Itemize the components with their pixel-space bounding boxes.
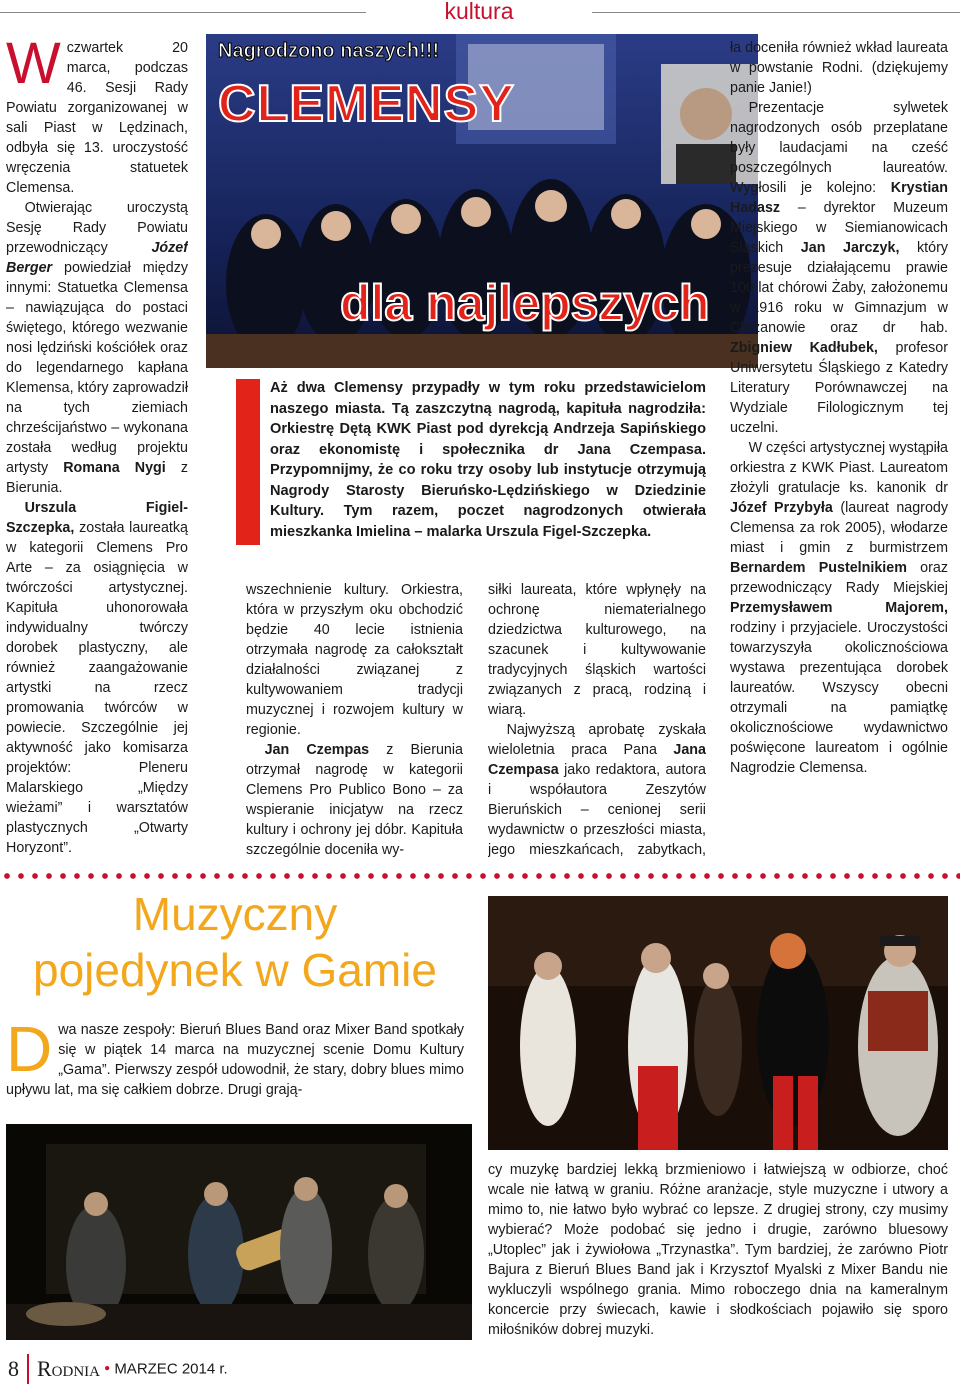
- col4-paragraph-1: ła doceniła również wkład laureata w powstanie Rodni. (dziękujemy panie Janie!): [730, 40, 948, 96]
- dropcap-d: D: [6, 1020, 53, 1085]
- article1-column-3: [488, 580, 706, 862]
- col1-paragraph-3: została laureatką w kategorii Clemens Pro Arte – za osiągnięcia w twórczości artystycznej. Kapituła uhonorowała indywidualny twórczy dorobek plastyczny, ale również zaangażowanie artystki na rzecz promowania twórców w powiecie. Szczególnie jej aktywność jako komisarza projektów: Pleneru Malarskiego „Między wieżami” i warsztatów plastycznych „Otwarty Horyzont”.: [6, 520, 188, 856]
- col1-paragraph-2c: z Bierunia.: [6, 460, 188, 496]
- col1-paragraph-2b: powiedział między innymi: Statuetka Clemensa – nawiązująca do postaci świętego, którego wezwanie nosi lędziński kościółek oraz do legendarnego kapłana Klemensa, który zaprowadził na tych ziemiach chrześcijaństwo – wykonana została według projektu artysty: [6, 260, 188, 476]
- section-label: kultura: [444, 0, 514, 24]
- header-rule-right: [592, 12, 960, 13]
- col3-paragraph-1: siłki laureata, które wpłynęły na ochronę niematerialnego dziedzictwa kulturowego, na szacunek i kultywowanie tradycyjnych śląskich wartości związanych z pracą, rodziną i wiarą.: [488, 582, 706, 718]
- title-clemensy: CLEMENSY: [218, 75, 515, 133]
- article2-body: [488, 1160, 948, 1344]
- dropcap-w: W: [6, 38, 61, 96]
- header-rule-left: [0, 12, 366, 13]
- name-zbigniew-kadlubek: Zbigniew Kadłubek,: [730, 340, 878, 356]
- article2-body-text: cy muzykę bardziej lekką brzmieniowo i łatwiejszą w odbiorze, choć wcale nie łatwą w graniu. Różne aranżacje, style muzyczne i utwory a mimo to, nie łatwo było wybrać co lepsze. Z drugiej strony, czy musimy wybierać? Może podobać się jedno i drugie, zarówno bluesowy „Utoplec” jak i żywiołowa „Trzynastka”. Tym bardziej, że zarówno Piotr Bajura z Bieruń Blues Band jak i Krzysztof Myalski z Mixer Bandu nie wykluczyli wspólnego grania. Mimo roboczego dnia na kameralnym koncercie przy świecach, kawie i słodkościach pojawiło się sporo miłośników dobrej muzyki.: [488, 1162, 948, 1338]
- article1-column-4: [730, 38, 948, 862]
- name-roman-nyga: Romana Nygi: [63, 460, 166, 476]
- col4-paragraph-3a: W części artystycznej wystąpiła orkiestra z KWK Piast. Laureatom złożyli gratulacje ks. kanonik dr: [730, 440, 948, 496]
- article1-column-1: [6, 38, 188, 860]
- name-jan-jarczyk: Jan Jarczyk,: [800, 240, 900, 256]
- concert-photo-band-image: [6, 1124, 472, 1340]
- article2-title-line1: Muzyczny: [132, 888, 338, 940]
- article2-title: [0, 886, 470, 998]
- name-jana-czempasa: Jana Czempasa: [488, 742, 706, 778]
- name-jan-czempas: Jan Czempas: [264, 742, 370, 758]
- concert-photo-singers: [488, 896, 948, 1150]
- orchestra-photo: [206, 34, 758, 368]
- col4-paragraph-3b: (laureat nagrody Clemensa za rok 2005), włodarze miast i gmin z burmistrzem: [730, 500, 948, 556]
- footer-bullet: •: [104, 1358, 111, 1379]
- name-jozef-przybyla: Józef Przybyła: [730, 500, 833, 516]
- concert-photo-singers-image: [488, 896, 948, 1150]
- col4-paragraph-2c: który prezesuje działającemu prawie 100 lat chórowi Żaby, założonemu w 1916 roku w Gimnazjum w Chrzanowie oraz dr hab.: [730, 240, 948, 336]
- concert-photo-band: [6, 1124, 472, 1340]
- lead-paragraph: Aż dwa Clemensy przypadły w tym roku przedstawicielom naszego miasta. Tą zaszczytną nagrodą, kapituła nagrodziła: Orkiestrę Dętą KWK Piast pod dyrekcją Andrzeja Sapińskiego oraz ekonomistę i społecznika dr Jana Czempasa. Przypomnijmy, że co roku trzy osoby lub instytucje otrzymują Nagrody Starosty Bieruńsko-Lędzińskiego w Dziedzinie Kultury. Tym razem, poczet nagrodzonych otwierała mieszkanka Imielina – malarka Urszula Figel-Szczepka.: [270, 380, 706, 540]
- article2-intro: [6, 1020, 464, 1102]
- col4-paragraph-2d: profesor Uniwersytetu Śląskiego z Katedry Literatury Porównawczej na Wydziale Filologicznym tej uczelni.: [730, 340, 948, 436]
- name-jozef-berger: Józef Berger: [6, 240, 188, 276]
- col4-paragraph-3d: rodziny i przyjaciele. Uroczystości towarzyszyła okolicznościowa wystawa prezentująca dorobek laureatów. Wszyscy obecni otrzymali na pamiątkę okolicznościowe wydawnictwo poświęcone laureatom i ogólnie Nagrodzie Clemensa.: [730, 620, 948, 776]
- col2-paragraph-2: z Bierunia otrzymał nagrodę w kategorii Clemens Pro Publico Bono – za wspieranie inicjatyw na rzecz kultury i ochrony jej dóbr. Kapituła szczególnie doceniła wy-: [246, 742, 463, 858]
- col4-paragraph-2a: Prezentacje sylwetek nagrodzonych osób przeplatane były laudacjami na cześć poszczególnych laureatów. Wygłosili je kolejno:: [730, 100, 948, 196]
- article2-intro-text: wa nasze zespoły: Bieruń Blues Band oraz Mixer Band spotkały się w piątek 14 marca na muzycznej scenie Domu Kultury „Gama”. Pierwszy zespół udowodnił, że stary, dobry blues mimo upływu lat, ma się całkiem dobrze. Drugi grają-: [6, 1022, 464, 1098]
- magazine-name: Rodnia: [37, 1356, 100, 1381]
- col4-paragraph-2b: – dyrektor Muzeum Miejskiego w Siemianowicach Śląskich: [730, 200, 948, 256]
- col1-paragraph-2a: Otwierając uroczystą Sesję Rady Powiatu przewodniczący: [6, 200, 188, 256]
- name-urszula-figiel: Urszula Figiel-Szczepka,: [6, 500, 188, 536]
- issue-date: MARZEC 2014 r.: [114, 1360, 228, 1378]
- col3-paragraph-2b: jako redaktora, autora i współautora Zeszytów Bieruńskich – cenionej serii wydawnictw o przeszłości miasta, jego mieszkańcach, zabytkach,: [488, 762, 706, 858]
- footer: [8, 1354, 308, 1384]
- dotted-separator: [0, 872, 960, 880]
- lead-accent-bar: [236, 379, 260, 545]
- subtitle: dla najlepszych: [340, 275, 710, 331]
- page-number: 8: [8, 1356, 19, 1381]
- name-przemyslaw-major: Przemysławem Majorem,: [730, 600, 948, 616]
- article1-column-2: [246, 580, 463, 862]
- col3-paragraph-2a: Najwyższą aprobatę zyskała wieloletnia praca Pana: [488, 722, 706, 758]
- name-krystian-hadasz: Krystian Hadasz: [730, 180, 948, 216]
- col1-paragraph-1: czwartek 20 marca, podczas 46. Sesji Rady Powiatu zorganizowanej w sali Piast w Lędzinach, odbyła się 13. uroczystość wręczenia statuetek Clemensa.: [6, 40, 188, 196]
- kicker: Nagrodzono naszych!!!: [218, 40, 440, 62]
- name-bernard-pustelnik: Bernardem Pustelnikiem: [730, 560, 907, 576]
- footer-divider: [27, 1354, 29, 1384]
- article2-title-line2: pojedynek w Gamie: [33, 944, 437, 996]
- col4-paragraph-3c: oraz przewodniczący Rady Miejskiej: [730, 560, 948, 596]
- col2-paragraph-1: wszechnienie kultury. Orkiestra, która w przyszłym oku obchodzić będzie 40 lecie istnienia otrzymała nagrodę za całokształt działalności związanej z kultywowaniem tradycji muzycznej i rozwojem kultury w regionie.: [246, 582, 463, 738]
